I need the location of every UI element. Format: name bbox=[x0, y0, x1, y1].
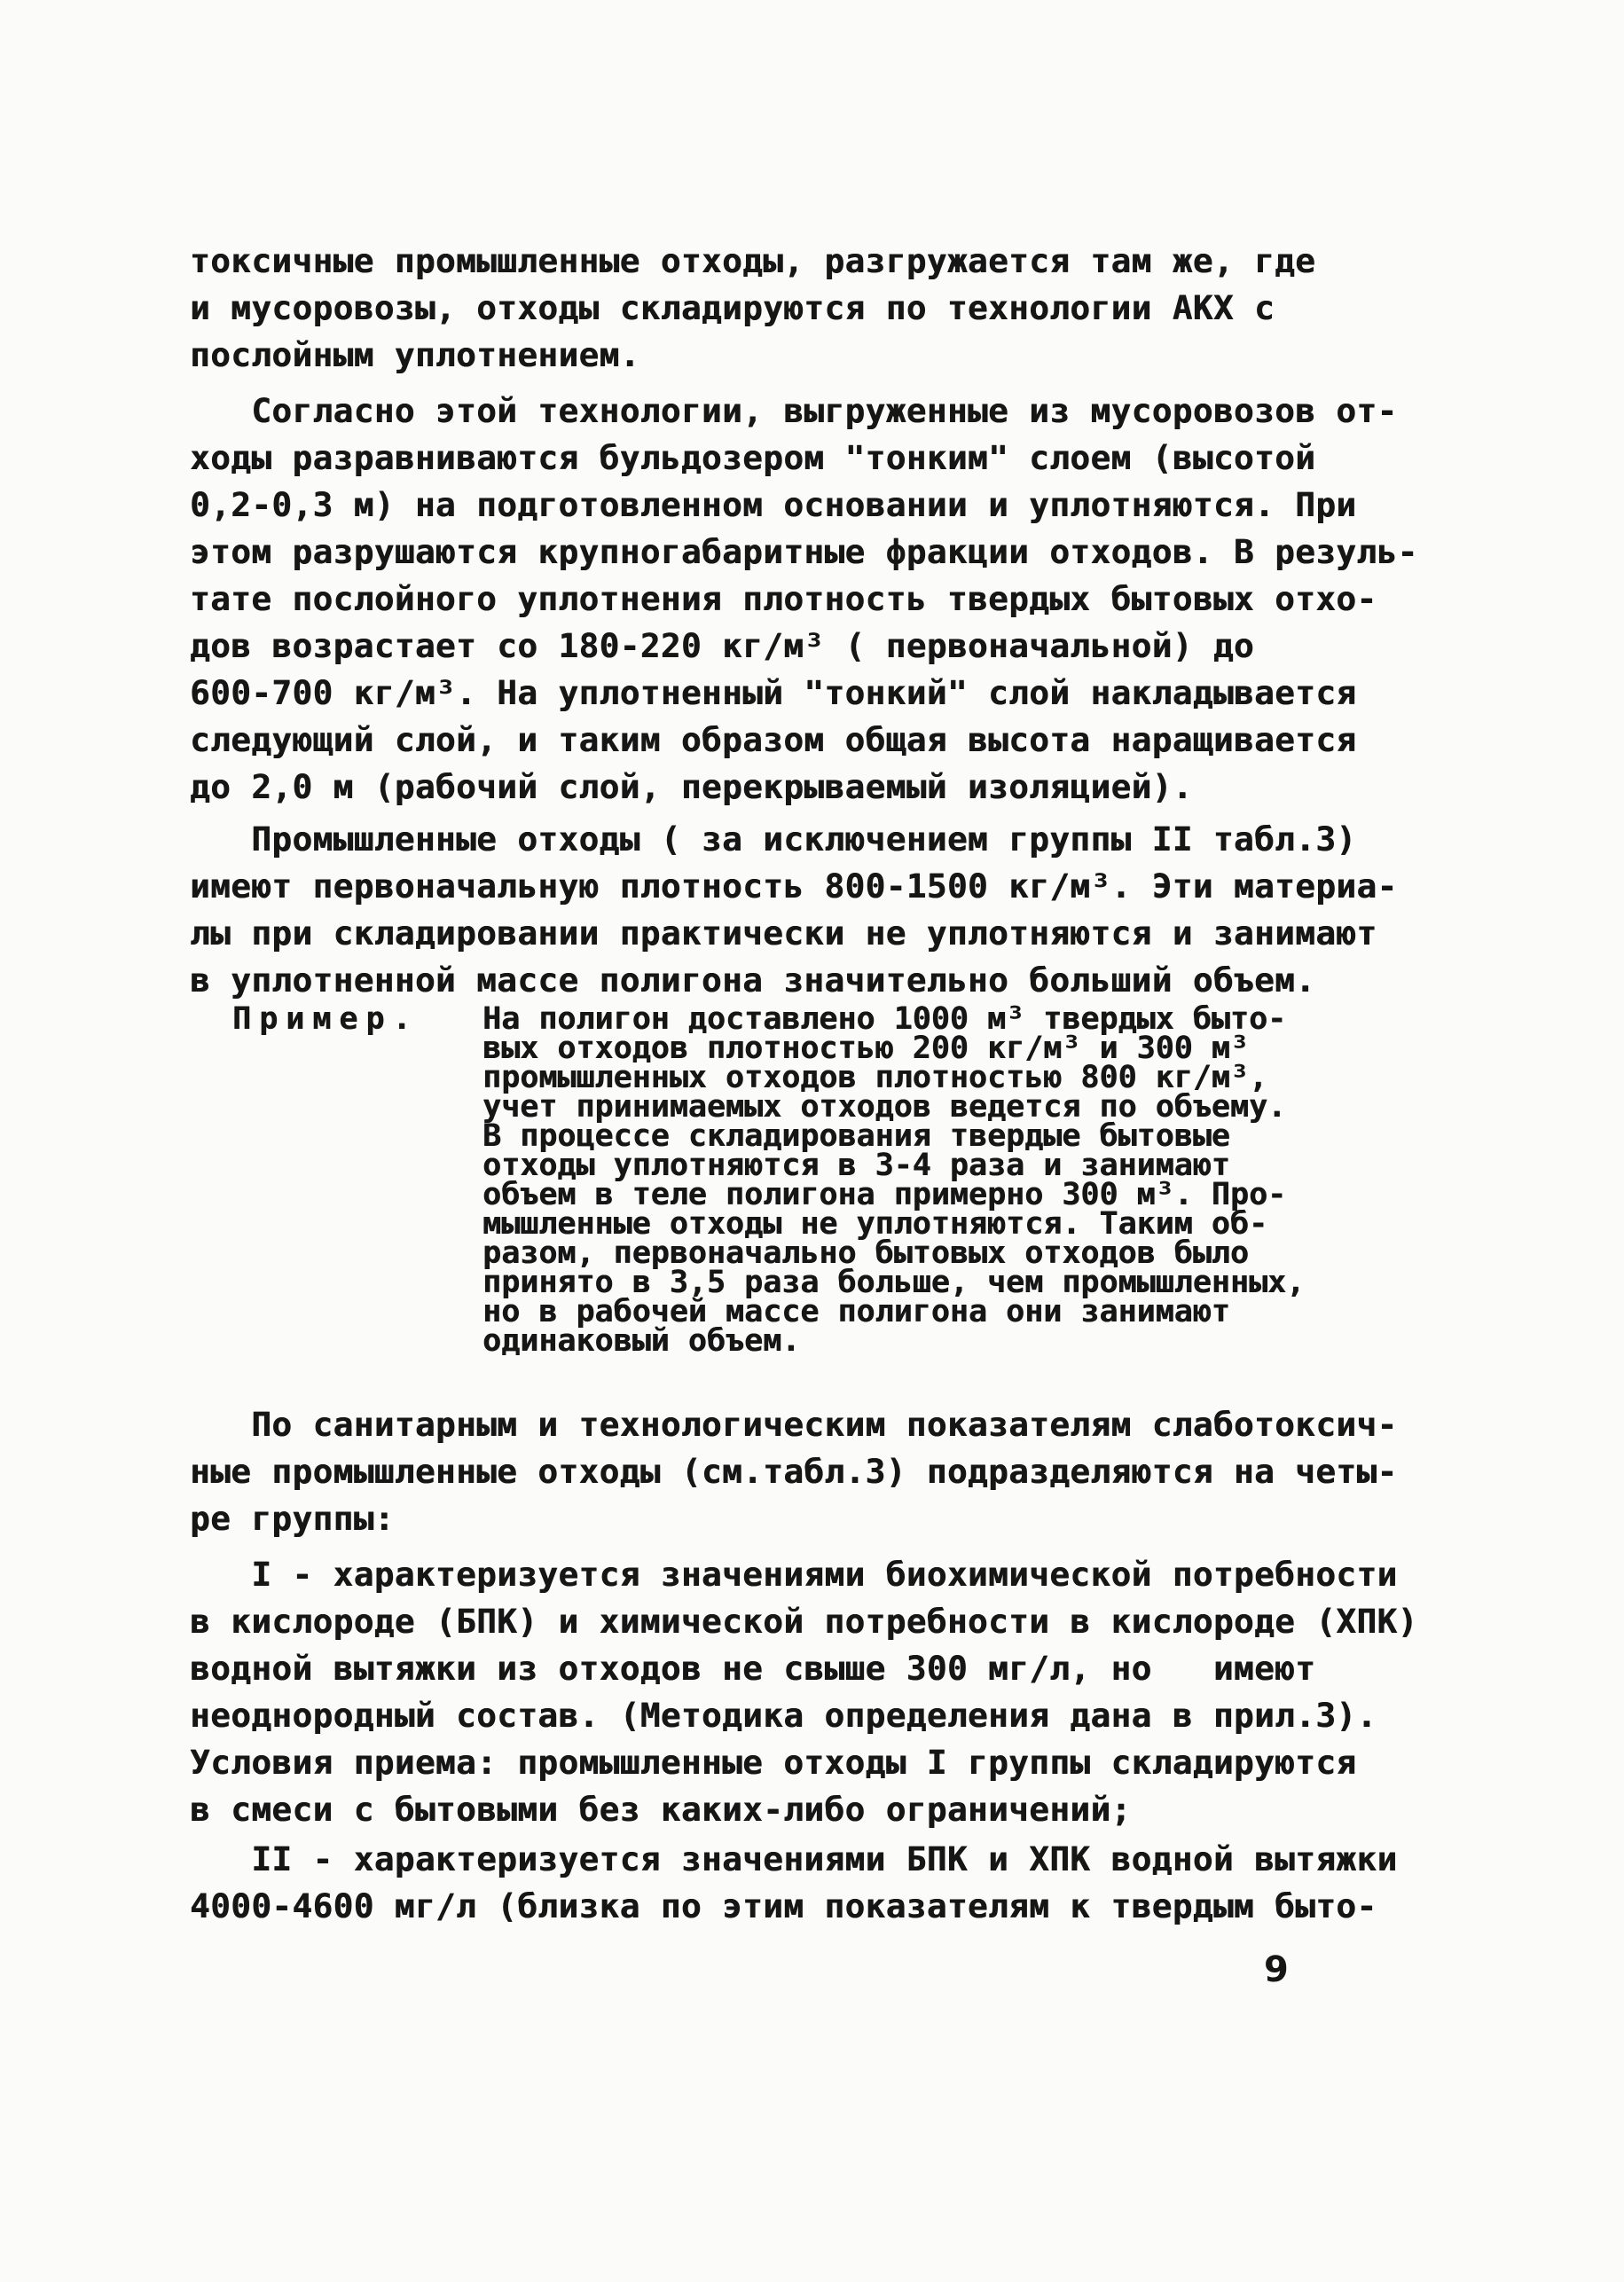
text-line: разом, первоначально бытовых отходов было bbox=[482, 1235, 1249, 1271]
text-line: имеют первоначальную плотность 800-1500 кг/м³. Эти материа- bbox=[190, 867, 1398, 906]
text-line: в кислороде (БПК) и химической потребности в кислороде (ХПК) bbox=[190, 1602, 1418, 1641]
text-line: но в рабочей массе полигона они занимают bbox=[482, 1294, 1230, 1329]
text-line: Промышленные отходы ( за исключением группы II табл.3) bbox=[190, 819, 1357, 859]
text-line: мышленные отходы не уплотняются. Таким об- bbox=[482, 1206, 1268, 1242]
page-number: 9 bbox=[1264, 1949, 1289, 1990]
text-line: ные промышленные отходы (см.табл.3) подразделяются на четы- bbox=[190, 1452, 1398, 1491]
text-line: принято в 3,5 раза больше, чем промышленных, bbox=[482, 1265, 1306, 1300]
text-line: этом разрушаются крупногабаритные фракции отходов. В резуль- bbox=[190, 532, 1418, 571]
text-line: водной вытяжки из отходов не свыше 300 мг/л, но имеют bbox=[190, 1649, 1316, 1688]
text-line: На полигон доставлено 1000 м³ твердых быто- bbox=[482, 1001, 1287, 1037]
paragraph-1 bbox=[190, 238, 1334, 379]
text-line: II - характеризуется значениями БПК и ХПК водной вытяжки bbox=[190, 1839, 1398, 1878]
text-line: тате послойного уплотнения плотность твердых бытовых отхо- bbox=[190, 579, 1377, 618]
text-line: послойным уплотнением. bbox=[190, 335, 640, 374]
text-line: ре группы: bbox=[190, 1499, 395, 1538]
text-line: I - характеризуется значениями биохимической потребности bbox=[190, 1555, 1398, 1594]
paragraph-4 bbox=[190, 1401, 1398, 1542]
text-line: отходы уплотняются в 3-4 раза и занимают bbox=[482, 1148, 1230, 1183]
text-line: одинаковый объем. bbox=[482, 1323, 801, 1359]
text-line: В процессе складирования твердые бытовые bbox=[482, 1118, 1230, 1154]
text-line: до 2,0 м (рабочий слой, перекрываемый изоляцией). bbox=[190, 767, 1193, 806]
paragraph-2 bbox=[190, 388, 1418, 811]
paragraph-5 bbox=[190, 1551, 1418, 1833]
text-line: следующий слой, и таким образом общая высота наращивается bbox=[190, 720, 1357, 759]
text-line: Согласно этой технологии, выгруженные из мусоровозов от- bbox=[190, 391, 1398, 430]
text-line: объем в теле полигона примерно 300 м³. Про- bbox=[482, 1177, 1287, 1212]
paragraph-6 bbox=[190, 1836, 1398, 1930]
text-line: Условия приема: промышленные отходы I группы складируются bbox=[190, 1743, 1357, 1782]
text-line: в смеси с бытовыми без каких-либо ограничений; bbox=[190, 1790, 1132, 1829]
text-line: вых отходов плотностью 200 кг/м³ и 300 м³ bbox=[482, 1031, 1249, 1066]
example-text bbox=[482, 1001, 1306, 1359]
text-line: неоднородный состав. (Методика определения дана в прил.3). bbox=[190, 1696, 1377, 1735]
example-label: Пример. bbox=[232, 1001, 420, 1037]
text-line: в уплотненной массе полигона значительно больший объем. bbox=[190, 961, 1316, 1000]
text-line: учет принимаемых отходов ведется по объему. bbox=[482, 1089, 1287, 1125]
text-line: По санитарным и технологическим показателям слаботоксич- bbox=[190, 1405, 1398, 1444]
text-line: 4000-4600 мг/л (близка по этим показателям к твердым быто- bbox=[190, 1886, 1377, 1925]
text-line: лы при складировании практически не уплотняются и занимают bbox=[190, 914, 1377, 953]
paragraph-3 bbox=[190, 816, 1398, 1004]
text-line: промышленных отходов плотностью 800 кг/м³, bbox=[482, 1060, 1268, 1095]
text-line: ходы разравниваются бульдозером "тонким" слоем (высотой bbox=[190, 438, 1316, 477]
text-line: 0,2-0,3 м) на подготовленном основании и уплотняются. При bbox=[190, 485, 1357, 524]
text-line: 600-700 кг/м³. На уплотненный "тонкий" слой накладывается bbox=[190, 673, 1357, 712]
text-line: дов возрастает со 180-220 кг/м³ ( первоначальной) до bbox=[190, 626, 1254, 665]
text-line: и мусоровозы, отходы складируются по технологии АКХ с bbox=[190, 288, 1275, 327]
text-line: токсичные промышленные отходы, разгружается там же, где bbox=[190, 241, 1316, 280]
